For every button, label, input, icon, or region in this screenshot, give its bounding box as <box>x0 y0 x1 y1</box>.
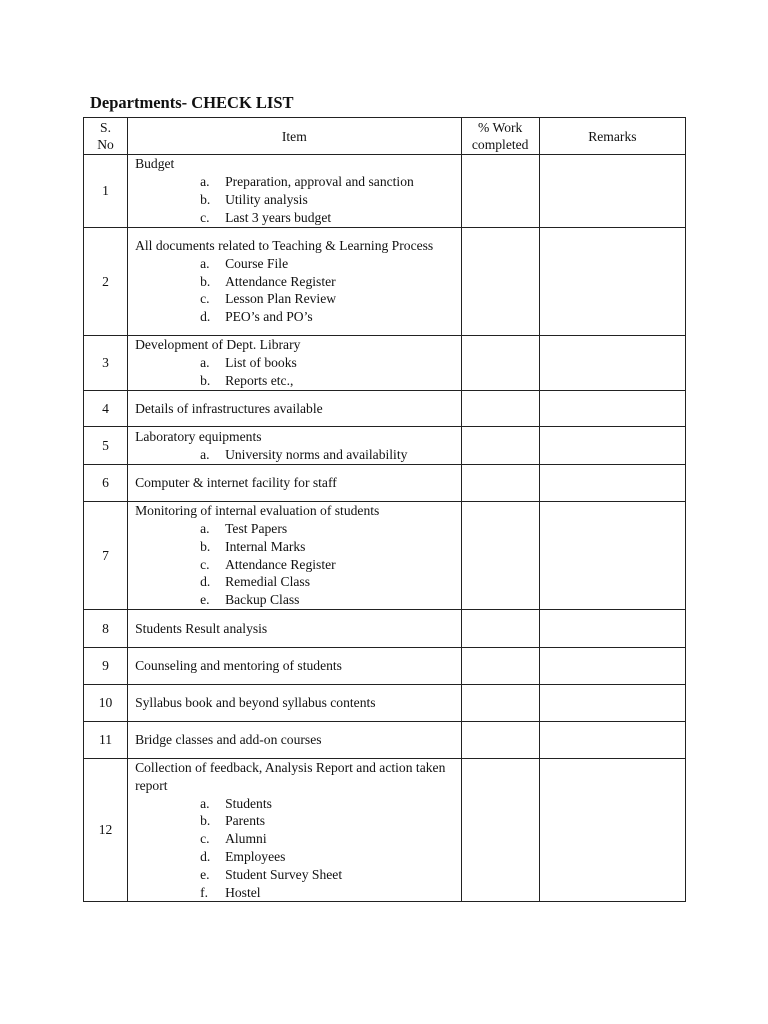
remarks-cell[interactable] <box>539 228 685 336</box>
sub-item-text: Internal Marks <box>225 538 306 554</box>
item-text: Laboratory equipments <box>135 428 262 444</box>
sub-item-letter: c. <box>200 831 210 847</box>
header-sno-line1: S. <box>100 120 112 135</box>
work-completed-cell[interactable] <box>461 502 539 610</box>
item-text: Monitoring of internal evaluation of students <box>135 503 380 519</box>
checklist-table <box>83 117 686 902</box>
row-number: 12 <box>84 759 128 902</box>
table-row <box>84 759 686 902</box>
sub-item-text: Lesson Plan Review <box>225 291 337 307</box>
header-sno-line2: No <box>97 137 114 152</box>
table-row <box>84 228 686 336</box>
sub-item-text: PEO’s and PO’s <box>225 309 313 325</box>
row-number: 11 <box>84 722 128 759</box>
sub-item-letter: e. <box>200 866 210 882</box>
row-number: 1 <box>84 155 128 228</box>
row-number: 10 <box>84 685 128 722</box>
item-text: Details of infrastructures available <box>135 400 323 416</box>
sub-item <box>135 372 457 390</box>
header-percent-line2: completed <box>471 137 529 152</box>
sub-item-letter: c. <box>200 291 210 307</box>
row-item <box>128 685 462 722</box>
sub-item-letter: d. <box>200 848 211 864</box>
sub-item-letter: b. <box>200 372 211 388</box>
checklist-body <box>84 155 686 902</box>
work-completed-cell[interactable] <box>461 391 539 427</box>
row-item <box>128 610 462 648</box>
item-text: All documents related to Teaching & Learning Process <box>135 238 434 253</box>
sub-item <box>135 830 457 848</box>
work-completed-cell[interactable] <box>461 427 539 465</box>
sub-item-text: Attendance Register <box>225 556 336 572</box>
table-row <box>84 722 686 759</box>
sub-item <box>135 573 457 591</box>
row-number: 9 <box>84 648 128 685</box>
sub-item-letter: b. <box>200 273 211 289</box>
table-row <box>84 391 686 427</box>
row-item <box>128 502 462 610</box>
sub-item-text: Student Survey Sheet <box>225 866 343 882</box>
sub-item-letter: a. <box>200 174 210 190</box>
remarks-cell[interactable] <box>539 648 685 685</box>
sub-item <box>135 795 457 813</box>
item-text: Counseling and mentoring of students <box>135 658 342 674</box>
item-text: Development of Dept. Library <box>135 337 301 353</box>
remarks-cell[interactable] <box>539 465 685 502</box>
remarks-cell[interactable] <box>539 427 685 465</box>
row-item <box>128 155 462 228</box>
sub-item <box>135 591 457 609</box>
table-row <box>84 465 686 502</box>
sub-item <box>135 884 457 902</box>
header-row <box>84 118 686 155</box>
page-title <box>90 93 294 113</box>
table-row <box>84 685 686 722</box>
sub-item-text: Test Papers <box>225 520 288 536</box>
item-text: Collection of feedback, Analysis Report and action taken report <box>135 760 446 793</box>
sub-item <box>135 848 457 866</box>
sub-item <box>135 538 457 556</box>
sub-item <box>135 520 457 538</box>
sub-item <box>135 354 457 372</box>
header-item: Item <box>128 118 462 155</box>
remarks-cell[interactable] <box>539 502 685 610</box>
item-text: Syllabus book and beyond syllabus contents <box>135 695 376 711</box>
table-row <box>84 610 686 648</box>
sub-item-text: Hostel <box>225 884 261 900</box>
sub-item-letter: a. <box>200 255 210 271</box>
row-item <box>128 465 462 502</box>
sub-item-letter: b. <box>200 813 211 829</box>
table-row <box>84 502 686 610</box>
sub-item-letter: c. <box>200 209 210 225</box>
sub-item <box>135 556 457 574</box>
sub-item <box>135 173 457 191</box>
header-remarks: Remarks <box>539 118 685 155</box>
sub-item <box>135 191 457 209</box>
sub-item-text: Students <box>225 795 272 811</box>
title-rest: CHECK LIST <box>191 93 294 112</box>
sub-item-letter: b. <box>200 192 211 207</box>
work-completed-cell[interactable] <box>461 722 539 759</box>
sub-item-letter: e. <box>200 592 210 608</box>
sub-item <box>135 290 457 308</box>
row-item <box>128 759 462 902</box>
row-item <box>128 336 462 391</box>
item-text: Budget <box>135 156 175 172</box>
sub-item-letter: f. <box>200 884 208 900</box>
sub-item <box>135 273 457 291</box>
table-row <box>84 648 686 685</box>
row-item <box>128 648 462 685</box>
sub-item-text: List of books <box>225 355 297 371</box>
row-item <box>128 391 462 427</box>
header-percent <box>461 118 539 155</box>
row-number: 4 <box>84 391 128 427</box>
work-completed-cell[interactable] <box>461 685 539 722</box>
sub-item-letter: a. <box>200 355 210 371</box>
sub-item <box>135 446 457 464</box>
work-completed-cell[interactable] <box>461 155 539 228</box>
table-row <box>84 336 686 391</box>
sub-item-text: Employees <box>225 848 286 864</box>
remarks-cell[interactable] <box>539 759 685 902</box>
sub-item-text: Parents <box>225 813 266 829</box>
work-completed-cell[interactable] <box>461 465 539 502</box>
sub-item-text: Alumni <box>225 831 267 847</box>
sub-item-text: Reports etc., <box>225 372 294 388</box>
sub-item-text: Course File <box>225 255 289 271</box>
sub-item <box>135 812 457 830</box>
sub-item-text: Attendance Register <box>225 273 336 289</box>
sub-item-text: Last 3 years budget <box>225 209 332 225</box>
remarks-cell[interactable] <box>539 155 685 228</box>
row-number: 3 <box>84 336 128 391</box>
sub-item-letter: a. <box>200 446 210 462</box>
sub-item-letter: d. <box>200 574 211 590</box>
item-text: Bridge classes and add-on courses <box>135 732 322 748</box>
sub-item <box>135 255 457 273</box>
remarks-cell[interactable] <box>539 336 685 391</box>
sub-item <box>135 866 457 884</box>
remarks-cell[interactable] <box>539 685 685 722</box>
sub-item-text: Utility analysis <box>225 192 308 207</box>
sub-item-letter: c. <box>200 556 210 572</box>
title-main: Departments <box>90 93 182 112</box>
sub-item-text: Preparation, approval and sanction <box>225 174 414 190</box>
sub-item-text: Remedial Class <box>225 574 311 590</box>
work-completed-cell[interactable] <box>461 228 539 336</box>
work-completed-cell[interactable] <box>461 610 539 648</box>
work-completed-cell[interactable] <box>461 759 539 902</box>
row-number: 5 <box>84 427 128 465</box>
remarks-cell[interactable] <box>539 391 685 427</box>
sub-item-text: Backup Class <box>225 592 300 608</box>
header-sno <box>84 118 128 155</box>
sub-item-text: University norms and availability <box>225 446 408 462</box>
row-item <box>128 722 462 759</box>
row-item <box>128 228 462 336</box>
title-separator: - <box>181 93 192 112</box>
row-number: 2 <box>84 228 128 336</box>
sub-item <box>135 209 457 227</box>
row-number: 6 <box>84 465 128 502</box>
sub-item-letter: d. <box>200 309 211 325</box>
row-item <box>128 427 462 465</box>
item-text: Computer & internet facility for staff <box>135 475 337 491</box>
header-percent-line1: % Work <box>478 120 523 135</box>
work-completed-cell[interactable] <box>461 648 539 685</box>
sub-item-letter: a. <box>200 795 210 811</box>
row-number: 8 <box>84 610 128 648</box>
sub-item <box>135 308 457 326</box>
table-row <box>84 427 686 465</box>
item-text: Students Result analysis <box>135 620 268 636</box>
remarks-cell[interactable] <box>539 610 685 648</box>
sub-item-letter: a. <box>200 520 210 536</box>
row-number: 7 <box>84 502 128 610</box>
sub-item-letter: b. <box>200 538 211 554</box>
work-completed-cell[interactable] <box>461 336 539 391</box>
table-row <box>84 155 686 228</box>
remarks-cell[interactable] <box>539 722 685 759</box>
